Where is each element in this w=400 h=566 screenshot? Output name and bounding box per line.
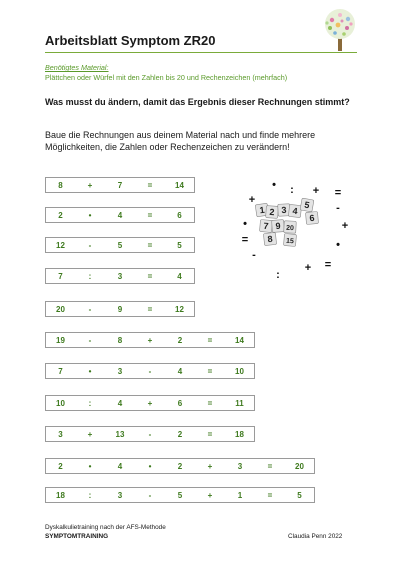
equation-cell: = (135, 237, 165, 253)
equation-cell: 13 (105, 426, 135, 442)
equation-cell: • (75, 207, 105, 223)
math-symbol: + (248, 194, 256, 206)
equation-cell: : (75, 268, 105, 284)
page-title: Arbeitsblatt Symptom ZR20 (45, 33, 216, 48)
equation-cell: 2 (165, 426, 195, 442)
equation-cell: 4 (165, 363, 195, 379)
equation-cell: 12 (165, 301, 195, 317)
equation-cell: 5 (105, 237, 135, 253)
equation-cell: - (75, 237, 105, 253)
equation-cell: = (135, 301, 165, 317)
equation-row (45, 363, 255, 379)
equation-cell: 6 (165, 207, 195, 223)
math-symbol: = (324, 259, 332, 271)
math-symbol: : (276, 269, 280, 280)
equation-row (45, 426, 255, 442)
number-tile (283, 233, 296, 246)
equation-cell: 14 (165, 177, 195, 193)
equation-cell: = (195, 395, 225, 411)
equation-cell: = (195, 426, 225, 442)
equation-cell: + (195, 458, 225, 474)
instruction-text: Baue die Rechnungen aus deinem Material nach und finde mehrere Möglichkeiten, die Zahlen oder Rechenzeichen zu verändern! (45, 130, 316, 152)
equation-cell: = (195, 363, 225, 379)
equation-cell: 2 (165, 332, 195, 348)
equation-cell: 11 (225, 395, 255, 411)
footer-author: Claudia Penn 2022 (288, 533, 343, 540)
equation-cell: + (75, 177, 105, 193)
equation-row (45, 268, 195, 284)
math-symbol: • (243, 218, 247, 230)
equation-cell: 4 (105, 395, 135, 411)
equation-cell: 3 (45, 426, 75, 442)
equation-cell: + (75, 426, 105, 442)
equation-cell: 18 (225, 426, 255, 442)
equation-cell: 20 (45, 301, 75, 317)
equation-cell: 4 (105, 207, 135, 223)
equation-cell: + (195, 487, 225, 503)
footer-program: SYMPTOMTRAINING (45, 533, 109, 540)
tree-logo-icon (318, 6, 362, 54)
number-tile (300, 198, 314, 212)
equation-cell: 9 (105, 301, 135, 317)
svg-text:2: 2 (269, 206, 275, 218)
equation-cell: = (135, 177, 165, 193)
math-symbol: + (312, 185, 320, 197)
footer-method: Dyskalkulietraining nach der AFS-Methode (45, 524, 166, 531)
math-symbol: + (341, 220, 349, 232)
equation-cell: - (135, 426, 165, 442)
equation-cell: 2 (45, 458, 75, 474)
equation-cell: 2 (45, 207, 75, 223)
equation-cell: 3 (105, 363, 135, 379)
svg-text:15: 15 (285, 237, 295, 246)
math-symbol: = (241, 234, 249, 246)
number-tile (259, 219, 272, 232)
equation-cell: : (75, 487, 105, 503)
svg-text:20: 20 (285, 224, 294, 233)
title-divider (45, 52, 357, 53)
equation-cell: - (75, 332, 105, 348)
svg-text:8: 8 (266, 233, 274, 245)
material-label: Benötigtes Material: (45, 63, 109, 72)
equation-cell: 18 (45, 487, 75, 503)
equation-row (45, 301, 195, 317)
equation-cell: 8 (45, 177, 75, 193)
math-symbol: • (336, 239, 340, 251)
equation-row (45, 207, 195, 223)
number-tiles-illustration (232, 180, 362, 280)
equation-cell: 7 (105, 177, 135, 193)
math-symbol: = (334, 187, 342, 199)
equation-row (45, 395, 255, 411)
equation-cell: - (75, 301, 105, 317)
svg-text:4: 4 (291, 205, 299, 217)
equation-row (45, 487, 315, 503)
equation-cell: = (255, 458, 285, 474)
equation-cell: + (135, 395, 165, 411)
equation-cell: 8 (105, 332, 135, 348)
svg-text:6: 6 (309, 212, 315, 224)
equation-cell: 6 (165, 395, 195, 411)
equation-cell: • (75, 458, 105, 474)
math-symbol: • (272, 180, 276, 191)
equation-cell: : (75, 395, 105, 411)
equation-cell: 7 (45, 363, 75, 379)
equation-cell: 4 (165, 268, 195, 284)
svg-text:3: 3 (281, 204, 287, 216)
svg-text:7: 7 (263, 220, 269, 232)
equation-cell: - (135, 363, 165, 379)
equation-row (45, 237, 195, 253)
equation-cell: 3 (105, 268, 135, 284)
equation-cell: = (255, 487, 285, 503)
equation-row (45, 332, 255, 348)
svg-text:1: 1 (258, 204, 266, 216)
equation-cell: 10 (225, 363, 255, 379)
svg-text:5: 5 (303, 199, 311, 211)
equation-cell: 5 (285, 487, 315, 503)
equation-cell: - (135, 487, 165, 503)
number-tile (305, 211, 318, 224)
number-tile (288, 204, 301, 217)
equation-cell: 5 (165, 487, 195, 503)
equation-cell: 7 (45, 268, 75, 284)
equation-cell: 14 (225, 332, 255, 348)
equation-cell: • (75, 363, 105, 379)
number-tile (272, 220, 285, 233)
equation-cell: 5 (165, 237, 195, 253)
equation-cell: 19 (45, 332, 75, 348)
math-symbol: : (290, 184, 294, 196)
equation-row (45, 177, 195, 193)
equation-cell: = (135, 207, 165, 223)
math-symbol: - (252, 249, 256, 261)
equation-row (45, 458, 315, 474)
math-symbol: + (304, 262, 312, 274)
equation-cell: 12 (45, 237, 75, 253)
number-tile (266, 206, 279, 219)
material-text: Plättchen oder Würfel mit den Zahlen bis 20 und Rechenzeichen (mehrfach) (45, 73, 288, 82)
equation-cell: 20 (285, 458, 315, 474)
math-symbol: - (336, 202, 340, 214)
number-tile (284, 221, 297, 234)
equation-cell: = (195, 332, 225, 348)
equation-cell: • (135, 458, 165, 474)
number-tile (263, 232, 276, 245)
equation-cell: 10 (45, 395, 75, 411)
equation-cell: 3 (225, 458, 255, 474)
equation-cell: + (135, 332, 165, 348)
equation-cell: 4 (105, 458, 135, 474)
equation-cell: = (135, 268, 165, 284)
equation-cell: 2 (165, 458, 195, 474)
equation-cell: 1 (225, 487, 255, 503)
equation-cell: 3 (105, 487, 135, 503)
question-text: Was musst du ändern, damit das Ergebnis dieser Rechnungen stimmt? (45, 97, 350, 107)
svg-text:9: 9 (275, 220, 281, 232)
